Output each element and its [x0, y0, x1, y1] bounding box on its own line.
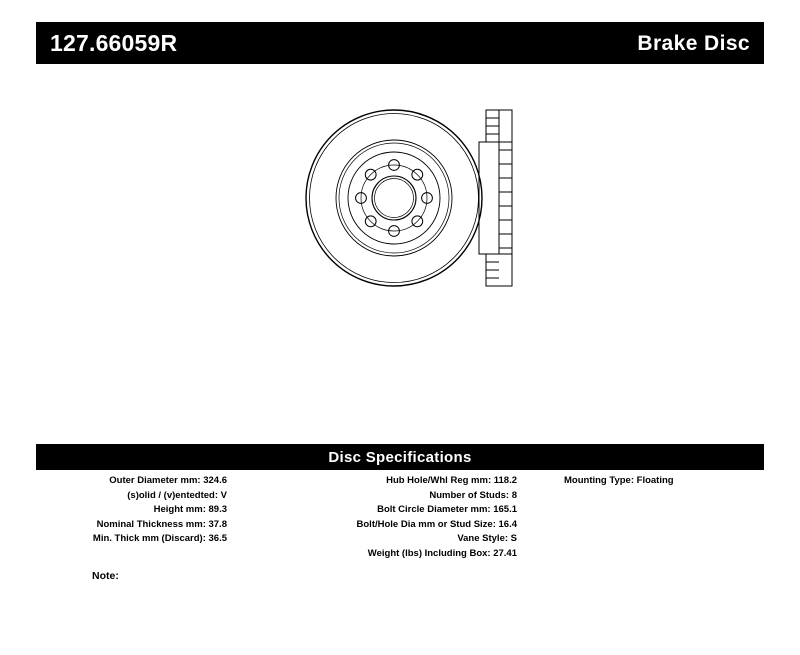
spec-column-middle [231, 474, 521, 562]
spec-item: Min. Thick mm (Discard): 36.5 [92, 533, 227, 545]
spec-item: Weight (lbs) Including Box: 27.41 [367, 547, 517, 559]
spec-columns [36, 474, 764, 562]
spec-title: Disc Specifications [328, 448, 472, 466]
spec-item: Height mm: 89.3 [153, 504, 227, 516]
spec-column-left [36, 474, 231, 562]
spec-item: Number of Studs: 8 [429, 489, 517, 501]
spec-item: (s)olid / (v)entedted: V [127, 489, 227, 501]
spec-item: Bolt/Hole Dia mm or Stud Size: 16.4 [356, 518, 517, 530]
spec-item: Hub Hole/Whl Reg mm: 118.2 [386, 475, 517, 486]
spec-item: Nominal Thickness mm: 37.8 [96, 518, 227, 530]
technical-drawing [36, 80, 764, 420]
spec-item: Vane Style: S [457, 533, 517, 545]
spec-item: Outer Diameter mm: 324.6 [109, 475, 227, 486]
spec-title-bar [36, 444, 764, 470]
spec-item: Mounting Type: Floating [564, 475, 674, 486]
note-label: Note: [92, 570, 119, 582]
header-bar [36, 22, 764, 64]
spec-item: Bolt Circle Diameter mm: 165.1 [377, 504, 517, 516]
product-type-label: Brake Disc [637, 31, 750, 55]
spec-column-right [521, 474, 764, 562]
brake-rotor-cross-section-view [456, 104, 526, 299]
part-number: 127.66059R [50, 29, 178, 56]
